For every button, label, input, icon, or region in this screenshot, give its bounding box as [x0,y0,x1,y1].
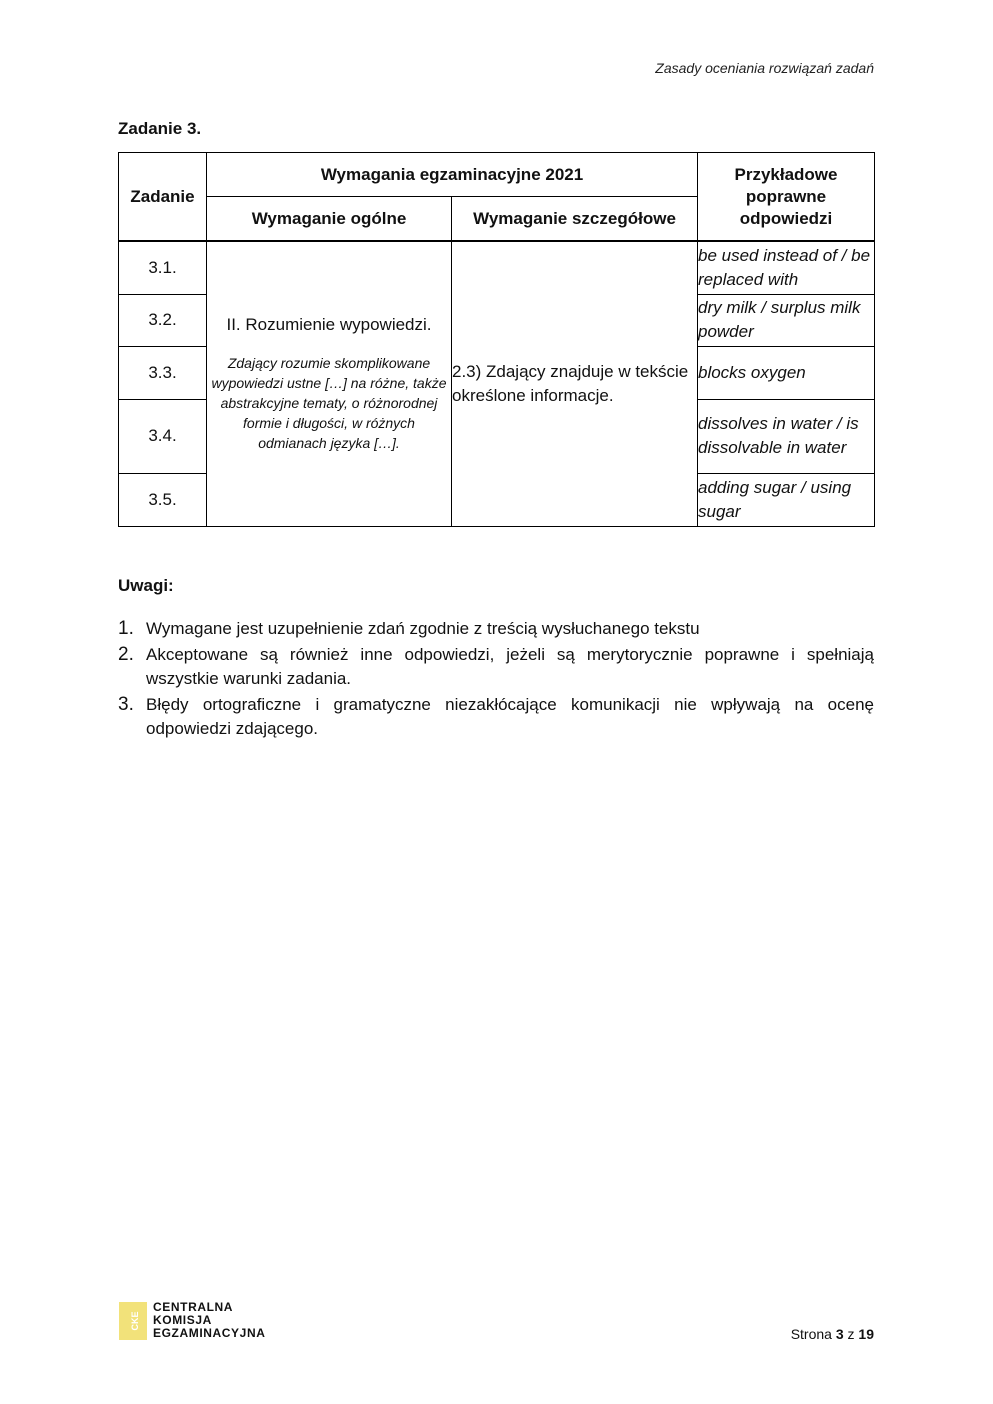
logo-line: CENTRALNA [153,1300,234,1314]
general-requirement-cell [207,241,452,526]
page-total: 19 [858,1326,874,1342]
note-item [118,693,874,741]
note-item [118,617,874,641]
answer: dissolves in water / is dissolvable in water [698,399,875,473]
task-number: 3.1. [119,241,207,294]
section-title: Zadanie 3. [118,119,202,138]
cke-logo [119,1301,265,1340]
header-task: Zadanie [119,153,207,242]
note-text: Wymagane jest uzupełnienie zdań zgodnie z treścią wysłuchanego tekstu [146,619,700,638]
note-number: 1. [118,618,134,639]
specific-requirement: 2.3) Zdający znajduje w tekście określone informacje. [452,241,698,526]
notes-title: Uwagi: [118,576,174,595]
answer: adding sugar / using sugar [698,473,875,526]
answer: be used instead of / be replaced with [698,241,875,294]
task-number: 3.4. [119,399,207,473]
running-header: Zasady oceniania rozwiązań zadań [655,60,874,76]
task-number: 3.3. [119,346,207,399]
general-requirement-description: Zdający rozumie skomplikowane wypowiedzi ustne […] na różne, także abstrakcyjne tematy, o różnorodnej formie i długości, w różnych odmianach języka […]. [211,354,447,451]
header-requirements: Wymagania egzaminacyjne 2021 [207,153,698,197]
task-number: 3.2. [119,294,207,346]
note-item [118,643,874,691]
page-label: Strona [790,1326,832,1342]
general-requirement-title: II. Rozumienie wypowiedzi. [226,314,432,334]
svg-text:CKE: CKE [130,1310,140,1331]
note-text: Akceptowane są również inne odpowiedzi, jeżeli są merytorycznie poprawne i spełniają wszystkie warunki zadania. [146,645,874,688]
answer: dry milk / surplus milk powder [698,294,875,346]
logo-text [153,1301,265,1340]
note-number: 2. [118,644,134,665]
page-current: 3 [835,1326,844,1342]
logo-line: EGZAMINACYJNA [153,1326,266,1340]
grading-table [118,152,875,527]
notes-list [118,617,874,743]
header-answers: Przykładowe poprawne odpowiedzi [698,153,875,242]
header-specific: Wymaganie szczegółowe [452,197,698,242]
note-text: Błędy ortograficzne i gramatyczne niezakłócające komunikacji nie wpływają na ocenę odpowiedzi zdającego. [146,695,874,738]
logo-line: KOMISJA [153,1313,212,1327]
header-general: Wymaganie ogólne [207,197,452,242]
page-number [791,1326,874,1342]
cke-logo-icon [119,1302,147,1340]
note-number: 3. [118,694,134,715]
answer: blocks oxygen [698,346,875,399]
task-number: 3.5. [119,473,207,526]
page-sep: z [847,1326,855,1342]
